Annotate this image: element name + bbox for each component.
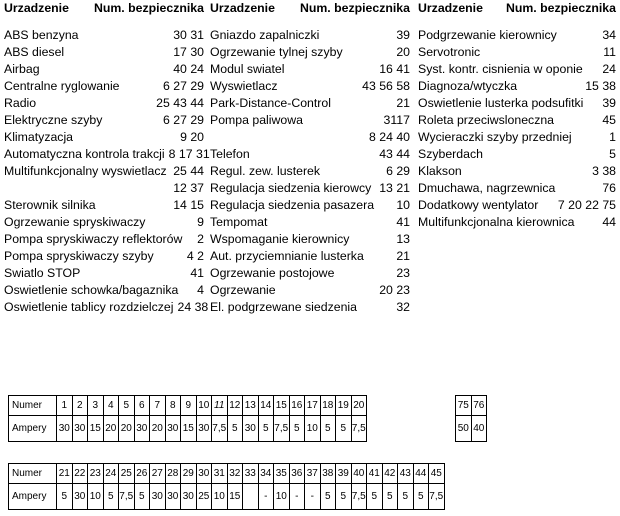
column-header <box>210 0 410 17</box>
fuse-amp-row <box>456 416 487 442</box>
fuse-amp-cell: 5 <box>398 484 414 510</box>
device-column-2 <box>210 0 410 316</box>
fuse-amp-cell: 30 <box>57 416 73 442</box>
fuse-amp-cell: 7,5 <box>351 416 367 442</box>
fuse-numbers: 5 <box>609 147 616 161</box>
fuse-amp-cell: 25 <box>196 484 212 510</box>
fuse-number-cell: 24 <box>103 464 119 484</box>
device-row <box>210 95 410 112</box>
device-name: El. podgrzewane siedzenia <box>210 300 357 314</box>
fuse-numbers: 20 23 <box>379 283 410 297</box>
device-name: Klimatyzacja <box>4 130 74 144</box>
device-row <box>210 248 410 265</box>
fuse-numbers: 10 <box>396 198 410 212</box>
device-row <box>418 27 616 44</box>
fuse-number-cell: 36 <box>289 464 305 484</box>
fuse-number-cell: 22 <box>72 464 88 484</box>
device-name: Modul swiatel <box>210 62 285 76</box>
fuse-number-cell: 1 <box>57 396 73 416</box>
fuse-number-cell: 76 <box>471 396 487 416</box>
fuse-numbers: 20 <box>396 45 410 59</box>
device-row <box>210 197 410 214</box>
device-name: Tempomat <box>210 215 268 229</box>
device-name: Telefon <box>210 147 250 161</box>
fuse-numbers: 32 <box>396 300 410 314</box>
device-row <box>210 180 410 197</box>
device-name: Wyswietlacz <box>210 79 278 93</box>
device-name: Wycieraczki szyby przedniej <box>418 130 572 144</box>
fuse-table-75-76 <box>455 395 487 442</box>
device-row <box>418 95 616 112</box>
fuse-amp-cell: 10 <box>274 484 290 510</box>
fuse-numbers: 16 41 <box>379 62 410 76</box>
device-name: Airbag <box>4 62 40 76</box>
device-name: Servotronic <box>418 45 481 59</box>
fuse-numbers: 40 24 <box>173 62 204 76</box>
fuse-numbers: 4 <box>197 283 204 297</box>
fuse-numbers: 30 31 <box>173 28 204 42</box>
fuse-numbers: 76 <box>602 181 616 195</box>
fuse-numbers: 4 2 <box>186 249 204 263</box>
fuse-amp-cell: - <box>305 484 321 510</box>
device-column-3 <box>418 0 616 231</box>
fuse-numbers: 17 30 <box>173 45 204 59</box>
device-name: Centralne ryglowanie <box>4 79 120 93</box>
fuse-numbers: 44 <box>602 215 616 229</box>
device-name: Oswietlenie lusterka podsufitki <box>418 96 584 110</box>
fuse-numbers: 25 43 44 <box>156 96 204 110</box>
fuse-amp-cell: 30 <box>165 416 181 442</box>
device-name: Regul. zew. lusterek <box>210 164 321 178</box>
fuse-numbers: 21 <box>396 249 410 263</box>
device-row <box>210 214 410 231</box>
fuse-amp-cell: 40 <box>471 416 487 442</box>
device-name: Podgrzewanie kierownicy <box>418 28 557 42</box>
device-name: Wspomaganie kierownicy <box>210 232 350 246</box>
fuse-amp-cell: 30 <box>181 484 197 510</box>
fuse-amp-cell: 30 <box>150 484 166 510</box>
device-name: Pompa paliwowa <box>210 113 303 127</box>
fuse-amp-cell: 5 <box>103 484 119 510</box>
device-name: Ogrzewanie postojowe <box>210 266 335 280</box>
device-list <box>4 27 210 316</box>
fuse-numbers: 41 <box>396 215 410 229</box>
fuse-amp-cell: 5 <box>382 484 398 510</box>
device-name: ABS diesel <box>4 45 65 59</box>
device-row <box>210 299 410 316</box>
device-row <box>4 197 204 214</box>
fuse-numbers: 14 15 <box>173 198 204 212</box>
fuse-numbers: 13 <box>396 232 410 246</box>
device-name: Ogrzewanie spryskiwaczy <box>4 215 146 229</box>
fuse-numbers: 24 <box>602 62 616 76</box>
fuse-number-cell: 19 <box>336 396 352 416</box>
fuse-numbers: 39 <box>396 28 410 42</box>
fuse-numbers: 25 44 <box>173 164 204 178</box>
device-row <box>418 129 616 146</box>
device-name: Swiatlo STOP <box>4 266 81 280</box>
fuse-number-cell: 17 <box>305 396 321 416</box>
fuse-number-cell: 41 <box>367 464 383 484</box>
device-name: Oswietlenie tablicy rozdzielczej <box>4 300 174 314</box>
device-row <box>4 78 204 95</box>
device-name: Regulacja siedzenia pasazera <box>210 198 375 212</box>
fuse-number-cell: 39 <box>336 464 352 484</box>
fuse-numbers: 13 21 <box>379 181 410 195</box>
fuse-amp-cell: 20 <box>150 416 166 442</box>
fuse-amp-cell: - <box>289 484 305 510</box>
device-row <box>418 146 616 163</box>
column-header <box>4 0 204 17</box>
device-row <box>4 146 210 163</box>
device-row <box>4 44 204 61</box>
fuse-number-cell: 40 <box>351 464 367 484</box>
fuse-numbers: 45 <box>602 113 616 127</box>
fuse-number-cell: 26 <box>134 464 150 484</box>
fuse-amp-cell: 30 <box>134 416 150 442</box>
fuse-numbers: 21 <box>396 96 410 110</box>
device-row <box>418 214 616 231</box>
fuse-number-cell: 45 <box>429 464 445 484</box>
fuse-amp-cell: 5 <box>134 484 150 510</box>
fuse-number-row <box>456 396 487 416</box>
fuse-number-cell: 31 <box>212 464 228 484</box>
fuse-amp-cell: 30 <box>72 484 88 510</box>
device-row <box>4 163 204 180</box>
device-name: Elektryczne szyby <box>4 113 103 127</box>
fuse-amp-cell: 20 <box>119 416 135 442</box>
fuse-numbers: 8 17 31 <box>168 147 210 161</box>
fuse-number-cell: 13 <box>243 396 259 416</box>
device-row <box>4 27 204 44</box>
device-name: ABS benzyna <box>4 28 79 42</box>
header-fuse-number: Num. bezpiecznika <box>93 1 204 15</box>
fuse-number-cell: 8 <box>165 396 181 416</box>
fuse-amp-cell: 30 <box>72 416 88 442</box>
fuse-table-21-45 <box>8 463 445 510</box>
fuse-number-cell: 11 <box>212 396 228 416</box>
fuse-numbers: 34 <box>602 28 616 42</box>
device-row <box>418 180 616 197</box>
device-row <box>210 231 410 248</box>
device-row <box>4 61 204 78</box>
fuse-amp-cell: 5 <box>227 416 243 442</box>
fuse-amp-row <box>9 484 445 510</box>
fuse-numbers: 43 56 58 <box>362 79 410 93</box>
device-name: Pompa spryskiwaczy szyby <box>4 249 154 263</box>
device-name: Regulacja siedzenia kierowcy <box>210 181 372 195</box>
fuse-amp-cell: 30 <box>165 484 181 510</box>
fuse-amp-cell: 15 <box>227 484 243 510</box>
device-name: Automatyczna kontrola trakcji <box>4 147 165 161</box>
fuse-number-cell: 42 <box>382 464 398 484</box>
fuse-number-cell: 12 <box>227 396 243 416</box>
column-header <box>418 0 616 17</box>
fuse-number-row <box>9 464 445 484</box>
device-row <box>210 129 410 146</box>
fuse-numbers: 6 27 29 <box>162 113 204 127</box>
fuse-number-cell: 7 <box>150 396 166 416</box>
fuse-numbers: 9 20 <box>180 130 204 144</box>
header-fuse-number: Num. bezpiecznika <box>505 1 616 15</box>
fuse-amp-cell: 7,5 <box>119 484 135 510</box>
device-name: Diagnoza/wtyczka <box>418 79 518 93</box>
device-row <box>418 197 616 214</box>
device-row <box>210 44 410 61</box>
device-name: Dodatkowy wentylator <box>418 198 539 212</box>
fuse-number-cell: 21 <box>57 464 73 484</box>
fuse-amp-cell: 7,5 <box>212 416 228 442</box>
device-name: Dmuchawa, nagrzewnica <box>418 181 556 195</box>
device-name: Gniazdo zapalniczki <box>210 28 320 42</box>
fuse-amp-cell: - <box>258 484 274 510</box>
fuse-numbers: 6 27 29 <box>162 79 204 93</box>
fuse-amp-cell: 5 <box>336 484 352 510</box>
device-row <box>4 231 204 248</box>
fuse-numbers: 6 29 <box>386 164 410 178</box>
device-row <box>4 248 204 265</box>
device-name: Ogrzewanie tylnej szyby <box>210 45 343 59</box>
fuse-amp-cell: 5 <box>57 484 73 510</box>
device-list <box>418 27 616 231</box>
fuse-number-cell: 33 <box>243 464 259 484</box>
device-name: Oswietlenie schowka/bagaznika <box>4 283 179 297</box>
fuse-numbers: 9 <box>197 215 204 229</box>
device-name: Aut. przyciemnianie lusterka <box>210 249 364 263</box>
device-row <box>210 27 410 44</box>
device-row <box>4 129 204 146</box>
fuse-numbers: 1 <box>609 130 616 144</box>
fuse-amp-cell <box>243 484 259 510</box>
fuse-numbers: 2 <box>197 232 204 246</box>
fuse-numbers: 11 <box>603 45 616 59</box>
device-row <box>4 265 204 282</box>
fuse-numbers: 15 38 <box>585 79 616 93</box>
fuse-amp-row <box>9 416 367 442</box>
device-name: Roleta przeciwsloneczna <box>418 113 555 127</box>
device-name: Syst. kontr. cisnienia w oponie <box>418 62 583 76</box>
fuse-number-cell: 15 <box>274 396 290 416</box>
device-name: Ogrzewanie <box>210 283 276 297</box>
fuse-number-cell: 20 <box>351 396 367 416</box>
fuse-numbers: 41 <box>190 266 204 280</box>
fuse-number-cell: 10 <box>196 396 212 416</box>
device-row <box>418 44 616 61</box>
fuse-numbers: 3 38 <box>592 164 616 178</box>
fuse-amp-cell: 10 <box>88 484 104 510</box>
fuse-number-cell: 6 <box>134 396 150 416</box>
device-row <box>210 265 410 282</box>
device-name: Multifunkcjonalna kierownica <box>418 215 575 229</box>
fuse-amp-cell: 7,5 <box>274 416 290 442</box>
fuse-number-cell: 38 <box>320 464 336 484</box>
fuse-amp-cell: 5 <box>320 484 336 510</box>
row-label-number: Numer <box>9 464 57 484</box>
fuse-amp-cell: 15 <box>88 416 104 442</box>
device-row <box>210 112 410 129</box>
fuse-number-cell: 9 <box>181 396 197 416</box>
fuse-number-cell: 4 <box>103 396 119 416</box>
fuse-amp-cell: 30 <box>196 416 212 442</box>
device-row <box>418 163 616 180</box>
fuse-amp-cell: 50 <box>456 416 472 442</box>
fuse-number-cell: 34 <box>258 464 274 484</box>
fuse-numbers: 23 <box>396 266 410 280</box>
device-name: Pompa spryskiwaczy reflektorów <box>4 232 183 246</box>
fuse-numbers: 8 24 40 <box>368 130 410 144</box>
device-name: Szyberdach <box>418 147 483 161</box>
fuse-amp-cell: 5 <box>336 416 352 442</box>
device-row <box>4 112 204 129</box>
row-label-amps: Ampery <box>9 484 57 510</box>
header-device: Urzadzenie <box>4 1 69 15</box>
fuse-number-cell: 16 <box>289 396 305 416</box>
fuse-number-cell: 32 <box>227 464 243 484</box>
fuse-numbers: 7 20 22 75 <box>557 198 616 212</box>
fuse-amp-cell: 5 <box>367 484 383 510</box>
device-row <box>210 61 410 78</box>
fuse-amp-cell: 15 <box>181 416 197 442</box>
fuse-number-cell: 5 <box>119 396 135 416</box>
device-name: Radio <box>4 96 37 110</box>
fuse-amp-cell: 7,5 <box>351 484 367 510</box>
device-row <box>210 146 410 163</box>
fuse-number-cell: 23 <box>88 464 104 484</box>
device-row <box>418 78 616 95</box>
fuse-number-cell: 28 <box>165 464 181 484</box>
fuse-amp-cell: 20 <box>103 416 119 442</box>
fuse-number-cell: 2 <box>72 396 88 416</box>
fuse-number-cell: 29 <box>181 464 197 484</box>
fuse-numbers: 12 37 <box>173 181 204 195</box>
fuse-amp-cell: 30 <box>243 416 259 442</box>
fuse-number-cell: 18 <box>320 396 336 416</box>
fuse-numbers: 3117 <box>383 113 410 127</box>
header-device: Urzadzenie <box>210 1 275 15</box>
fuse-number-cell: 14 <box>258 396 274 416</box>
fuse-amp-cell: 5 <box>413 484 429 510</box>
device-row <box>4 180 204 197</box>
header-fuse-number: Num. bezpiecznika <box>299 1 410 15</box>
fuse-number-cell: 35 <box>274 464 290 484</box>
device-row <box>4 282 204 299</box>
device-list <box>210 27 410 316</box>
device-column-1 <box>4 0 210 316</box>
device-row <box>418 61 616 78</box>
row-label-number: Numer <box>9 396 57 416</box>
fuse-number-cell: 43 <box>398 464 414 484</box>
fuse-number-cell: 25 <box>119 464 135 484</box>
fuse-numbers: 24 38 <box>177 300 209 314</box>
fuse-number-cell: 27 <box>150 464 166 484</box>
device-row <box>4 299 209 316</box>
device-row <box>418 112 616 129</box>
fuse-amp-cell: 5 <box>320 416 336 442</box>
fuse-number-cell: 30 <box>196 464 212 484</box>
device-name: Sterownik silnika <box>4 198 96 212</box>
device-row <box>210 78 410 95</box>
device-name: Klakson <box>418 164 462 178</box>
fuse-table-1-20 <box>8 395 367 442</box>
device-name: Multifunkcjonalny wyswietlacz <box>4 164 167 178</box>
fuse-amp-cell: 10 <box>305 416 321 442</box>
fuse-amp-cell: 5 <box>289 416 305 442</box>
fuse-number-cell: 3 <box>88 396 104 416</box>
fuse-amp-cell: 10 <box>212 484 228 510</box>
fuse-numbers: 43 44 <box>379 147 410 161</box>
device-name: Park-Distance-Control <box>210 96 331 110</box>
device-row <box>210 163 410 180</box>
fuse-amp-cell: 7,5 <box>429 484 445 510</box>
fuse-number-cell: 44 <box>413 464 429 484</box>
fuse-number-row <box>9 396 367 416</box>
device-row <box>4 95 204 112</box>
fuse-numbers: 39 <box>602 96 616 110</box>
header-device: Urzadzenie <box>418 1 483 15</box>
fuse-number-cell: 75 <box>456 396 472 416</box>
fuse-amp-cell: 5 <box>258 416 274 442</box>
device-row <box>210 282 410 299</box>
fuse-number-cell: 37 <box>305 464 321 484</box>
row-label-amps: Ampery <box>9 416 57 442</box>
device-row <box>4 214 204 231</box>
